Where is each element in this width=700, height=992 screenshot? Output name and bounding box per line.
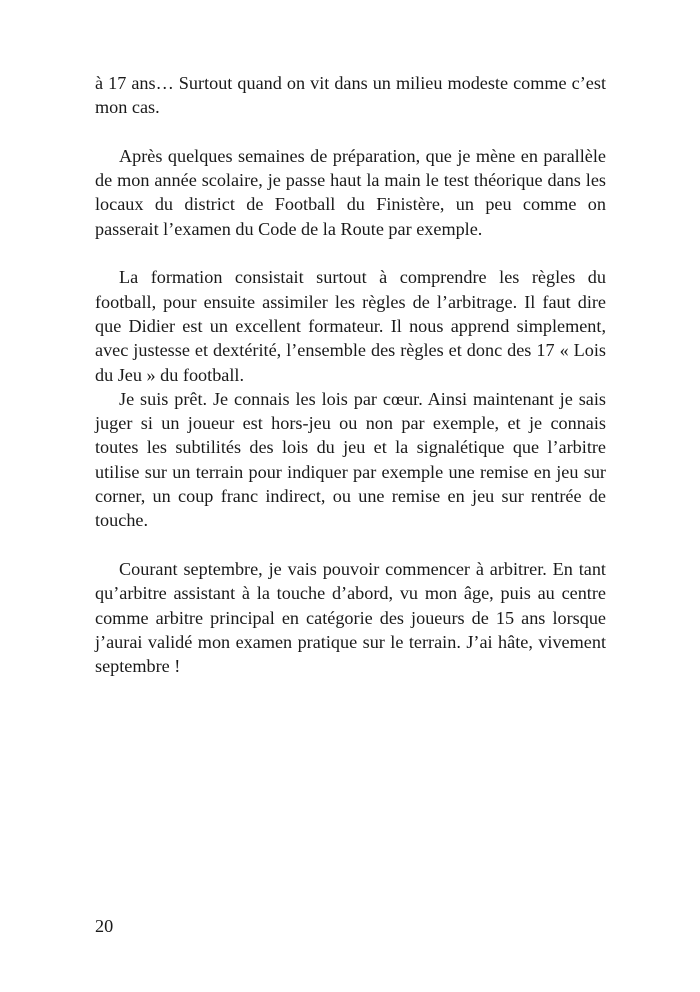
paragraph-3: La formation consistait surtout à comprendre les règles du football, pour ensuite assimiler les règles de l’arbitrage. Il faut dire que Didier est un excellent formateur. Il nous apprend simplement, avec justesse et dextérité, l’ensemble des règles et donc des 17 « Lois du Jeu » du football.	[95, 267, 606, 385]
paragraph-1: à 17 ans… Surtout quand on vit dans un milieu modeste comme c’est mon cas.	[95, 73, 606, 118]
paragraph-5: Courant septembre, je vais pouvoir commencer à arbitrer. En tant qu’arbitre assistant à la touche d’abord, vu mon âge, puis au centre comme arbitre principal en catégorie des joueurs de 15 ans lorsque j’aurai validé mon examen pratique sur le terrain. J’ai hâte, vivement septembre !	[95, 558, 606, 677]
paragraph-4: Je suis prêt. Je connais les lois par cœur. Ainsi maintenant je sais juger si un joueur est hors-jeu ou non par exemple, et je connais toutes les subtilités des lois du jeu et la signalétique que l’arbitre utilise sur un terrain pour indiquer par exemple une remise en jeu sur corner, un coup franc indirect, ou une remise en jeu sur rentrée de touche.	[95, 388, 606, 531]
paragraph-2: Après quelques semaines de préparation, que je mène en parallèle de mon année scolaire, je passe haut la main le test théorique dans les locaux du district de Football du Finistère, un peu comme on passerait l’examen du Code de la Route par exemple.	[95, 145, 606, 239]
body-text	[95, 71, 606, 678]
page-number: 20	[95, 916, 114, 936]
